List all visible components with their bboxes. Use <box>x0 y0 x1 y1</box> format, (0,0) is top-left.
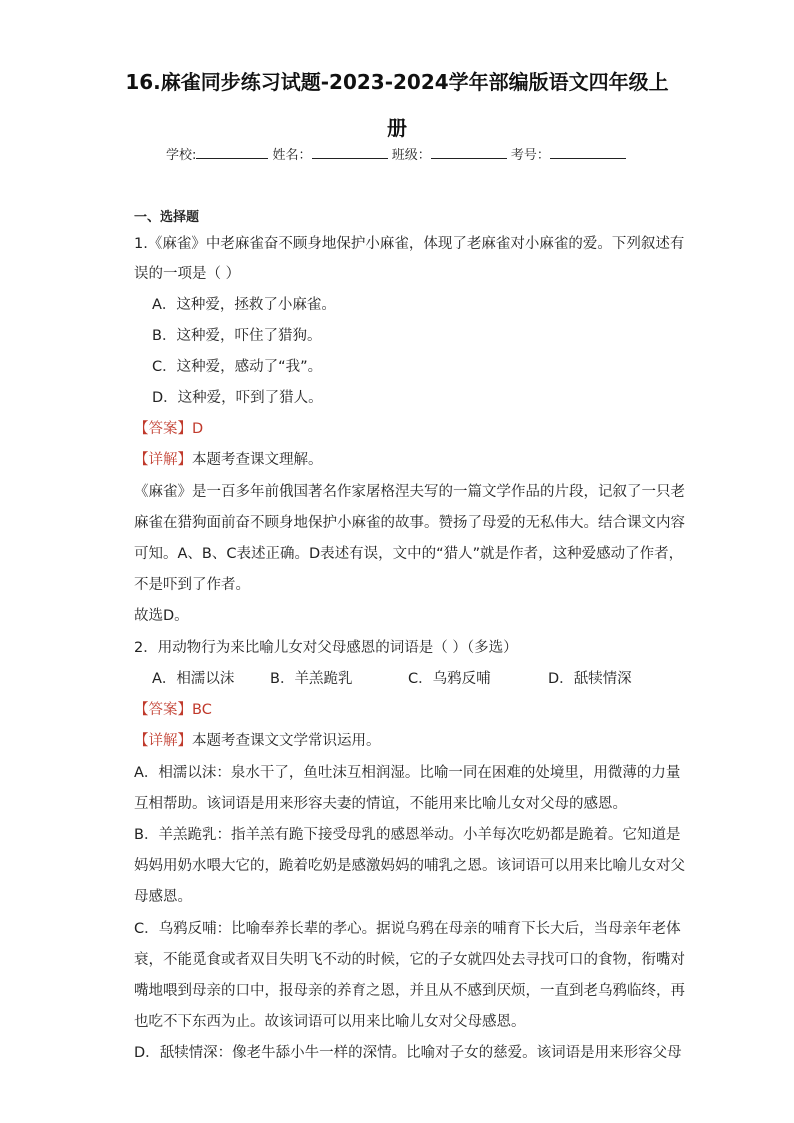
q2-detail-line: 妈妈用奶水喂大它的，跪着吃奶是感激妈妈的哺乳之恩。该词语可以用来比喻儿女对父 <box>134 858 685 874</box>
q2-detail-line: 母感恩。 <box>134 889 192 905</box>
q1-option-a: A．这种爱，拯救了小麻雀。 <box>152 297 336 313</box>
q1-stem-line2: 误的一项是（ ） <box>134 266 241 282</box>
q2-option-c: C．乌鸦反哺 <box>408 671 491 687</box>
exam-no-blank <box>550 144 626 159</box>
q2-detail-line: A．相濡以沫：泉水干了，鱼吐沫互相润湿。比喻一同在困难的处境里，用微薄的力量 <box>134 765 681 781</box>
q1-answer-tag: 【答案】 <box>134 421 192 437</box>
q2-option-d: D．舐犊情深 <box>548 671 632 687</box>
q2-option-a: A．相濡以沫 <box>152 671 235 687</box>
section-heading: 一、选择题 <box>134 210 200 225</box>
q1-stem-line1: 1.《麻雀》中老麻雀奋不顾身地保护小麻雀，体现了老麻雀对小麻雀的爱。下列叙述有 <box>134 236 685 252</box>
q1-detail-intro-text: 本题考查课文理解。 <box>192 452 323 468</box>
school-label: 学校: <box>166 148 197 163</box>
q2-answer-tag: 【答案】 <box>134 702 192 718</box>
q2-answer <box>134 700 212 720</box>
q2-detail-line: 衰，不能觅食或者双目失明飞不动的时候，它的子女就四处去寻找可口的食物，衔嘴对 <box>134 952 685 968</box>
q2-answer-value: BC <box>192 702 212 718</box>
class-label: 班级： <box>391 148 431 163</box>
doc-title-line2: 册 <box>387 116 407 140</box>
q2-option-b: B．羊羔跪乳 <box>270 671 353 687</box>
q1-detail-tag: 【详解】 <box>134 452 192 468</box>
q1-detail-line: 《麻雀》是一百多年前俄国著名作家屠格涅夫写的一篇文学作品的片段，记叙了一只老 <box>134 484 685 500</box>
q1-option-b: B．这种爱，吓住了猎狗。 <box>152 328 322 344</box>
name-label: 姓名： <box>272 148 312 163</box>
q1-detail-line: 可知。A、B、C表述正确。D表述有误，文中的“猎人”就是作者，这种爱感动了作者， <box>134 546 684 562</box>
q2-detail-intro <box>134 731 381 751</box>
q2-detail-tag: 【详解】 <box>134 733 192 749</box>
school-blank <box>196 144 268 159</box>
q1-detail-line: 不是吓到了作者。 <box>134 577 250 593</box>
name-blank <box>312 144 388 159</box>
q1-detail-line: 麻雀在猎狗面前奋不顾身地保护小麻雀的故事。赞扬了母爱的无私伟大。结合课文内容 <box>134 515 685 531</box>
q1-answer <box>134 419 203 439</box>
q1-detail-intro <box>134 450 323 470</box>
q2-detail-line: C．乌鸦反哺：比喻奉养长辈的孝心。据说乌鸦在母亲的哺育下长大后，当母亲年老体 <box>134 921 681 937</box>
q1-option-c: C．这种爱，感动了“我”。 <box>152 359 323 375</box>
q2-detail-line: B．羊羔跪乳：指羊羔有跪下接受母乳的感恩举动。小羊每次吃奶都是跪着。它知道是 <box>134 827 681 843</box>
exam-no-label: 考号： <box>510 148 550 163</box>
q2-options-row <box>152 669 672 689</box>
q1-answer-value: D <box>192 421 204 437</box>
doc-title-line1: 16.麻雀同步练习试题-2023-2024学年部编版语文四年级上 <box>125 70 669 94</box>
q1-detail-line: 故选D。 <box>134 608 189 624</box>
student-info-row <box>166 144 626 163</box>
q2-stem: 2．用动物行为来比喻儿女对父母感恩的词语是（ ）（多选） <box>134 640 518 656</box>
q2-detail-intro-text: 本题考查课文文学常识运用。 <box>192 733 381 749</box>
class-blank <box>431 144 507 159</box>
q2-detail-line: 也吃不下东西为止。故该词语可以用来比喻儿女对父母感恩。 <box>134 1014 526 1030</box>
q2-detail-line: 嘴地喂到母亲的口中，报母亲的养育之恩，并且从不感到厌烦，一直到老乌鸦临终，再 <box>134 983 685 999</box>
q1-option-d: D．这种爱，吓到了猎人。 <box>152 390 323 406</box>
q2-detail-line: 互相帮助。该词语是用来形容夫妻的情谊，不能用来比喻儿女对父母的感恩。 <box>134 796 627 812</box>
q2-detail-line: D．舐犊情深：像老牛舔小牛一样的深情。比喻对子女的慈爱。该词语是用来形容父母 <box>134 1045 682 1061</box>
